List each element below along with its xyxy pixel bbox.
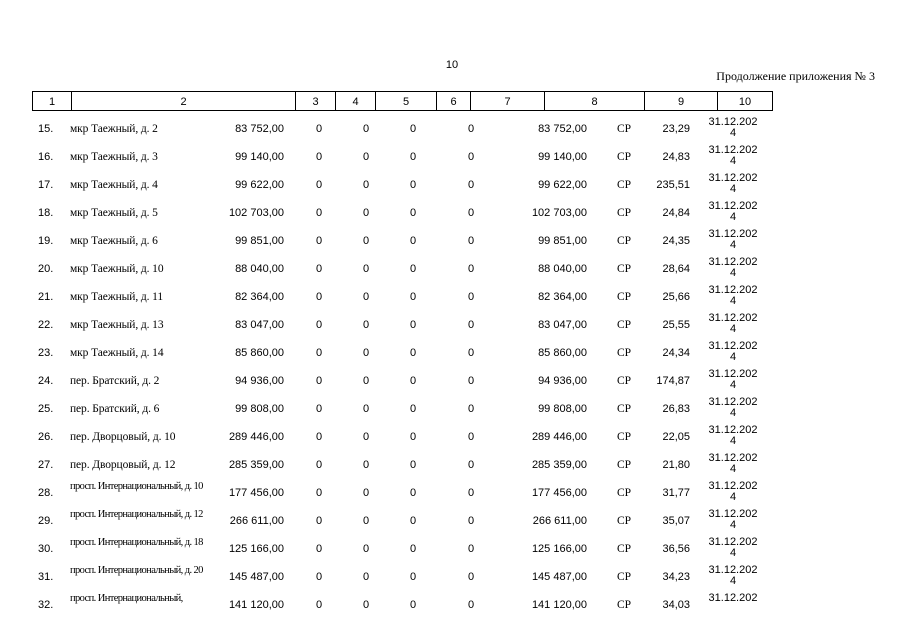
row-col-7: 0 <box>467 235 475 247</box>
table-row <box>0 592 905 620</box>
row-unit: СР <box>617 319 632 331</box>
row-number: 16. <box>38 151 54 163</box>
row-col-9: 34,03 <box>662 599 690 611</box>
table-row <box>0 452 905 480</box>
row-unit: СР <box>617 179 632 191</box>
row-date: 31.12.2024 <box>708 480 758 503</box>
row-unit: СР <box>617 487 632 499</box>
row-unit: СР <box>617 375 632 387</box>
row-address: пер. Дворцовый, д. 10 <box>70 431 176 443</box>
row-col-8: 289 446,00 <box>531 431 587 443</box>
row-col-6: 0 <box>409 123 417 135</box>
row-unit: СР <box>617 263 632 275</box>
row-number: 29. <box>38 515 54 527</box>
table-row <box>0 228 905 256</box>
row-col-8: 83 047,00 <box>538 319 587 331</box>
row-col-3: 99 140,00 <box>235 151 284 163</box>
row-col-9: 21,80 <box>662 459 690 471</box>
table-row <box>0 144 905 172</box>
row-col-7: 0 <box>467 319 475 331</box>
row-col-6: 0 <box>409 291 417 303</box>
row-address: мкр Таежный, д. 5 <box>70 207 158 219</box>
row-col-9: 23,29 <box>662 123 690 135</box>
row-col-4: 0 <box>315 263 323 275</box>
header-col-5: 5 <box>375 91 437 111</box>
row-date: 31.12.2024 <box>708 228 758 251</box>
table-row <box>0 536 905 564</box>
row-col-7: 0 <box>467 179 475 191</box>
row-col-8: 82 364,00 <box>538 291 587 303</box>
row-col-4: 0 <box>315 235 323 247</box>
row-col-6: 0 <box>409 375 417 387</box>
table-row <box>0 200 905 228</box>
row-col-3: 99 622,00 <box>235 179 284 191</box>
row-address: просп. Интернациональный, д. 20 <box>70 565 203 576</box>
row-number: 18. <box>38 207 54 219</box>
row-number: 20. <box>38 263 54 275</box>
row-col-5: 0 <box>362 487 370 499</box>
row-col-4: 0 <box>315 515 323 527</box>
row-unit: СР <box>617 291 632 303</box>
row-col-4: 0 <box>315 291 323 303</box>
row-col-6: 0 <box>409 459 417 471</box>
row-col-7: 0 <box>467 207 475 219</box>
row-col-5: 0 <box>362 319 370 331</box>
row-address: просп. Интернациональный, д. 10 <box>70 481 203 492</box>
row-col-8: 285 359,00 <box>531 459 587 471</box>
row-unit: СР <box>617 151 632 163</box>
row-col-3: 85 860,00 <box>235 347 284 359</box>
row-unit: СР <box>617 235 632 247</box>
row-col-7: 0 <box>467 459 475 471</box>
row-col-8: 99 808,00 <box>538 403 587 415</box>
row-col-6: 0 <box>409 179 417 191</box>
row-date: 31.12.2024 <box>708 536 758 559</box>
row-col-8: 99 622,00 <box>538 179 587 191</box>
row-unit: СР <box>617 347 632 359</box>
row-col-7: 0 <box>467 487 475 499</box>
row-col-4: 0 <box>315 375 323 387</box>
row-col-3: 145 487,00 <box>228 571 284 583</box>
row-col-3: 125 166,00 <box>228 543 284 555</box>
table-body <box>0 116 905 640</box>
table-row <box>0 508 905 536</box>
row-col-9: 24,83 <box>662 151 690 163</box>
row-col-9: 28,64 <box>662 263 690 275</box>
row-unit: СР <box>617 207 632 219</box>
table-row <box>0 256 905 284</box>
header-col-4: 4 <box>335 91 376 111</box>
row-col-3: 83 752,00 <box>235 123 284 135</box>
row-col-8: 266 611,00 <box>532 515 587 527</box>
row-col-3: 141 120,00 <box>228 599 284 611</box>
row-col-5: 0 <box>362 291 370 303</box>
row-col-7: 0 <box>467 431 475 443</box>
row-col-3: 102 703,00 <box>228 207 284 219</box>
table-row <box>0 284 905 312</box>
header-col-10: 10 <box>717 91 773 111</box>
row-date: 31.12.202 <box>708 592 758 604</box>
row-col-9: 174,87 <box>656 375 690 387</box>
row-col-7: 0 <box>467 263 475 275</box>
row-date: 31.12.2024 <box>708 424 758 447</box>
row-col-4: 0 <box>315 599 323 611</box>
row-address: пер. Дворцовый, д. 12 <box>70 459 176 471</box>
row-col-4: 0 <box>315 347 323 359</box>
row-address: просп. Интернациональный, <box>70 593 183 604</box>
row-address: мкр Таежный, д. 4 <box>70 179 158 191</box>
row-col-3: 99 808,00 <box>235 403 284 415</box>
row-col-6: 0 <box>409 319 417 331</box>
row-col-6: 0 <box>409 599 417 611</box>
row-col-9: 235,51 <box>656 179 690 191</box>
row-col-6: 0 <box>409 151 417 163</box>
row-col-4: 0 <box>315 403 323 415</box>
row-date: 31.12.2024 <box>708 172 758 195</box>
table-row <box>0 424 905 452</box>
header-col-7: 7 <box>470 91 545 111</box>
row-unit: СР <box>617 403 632 415</box>
row-date: 31.12.2024 <box>708 452 758 475</box>
row-col-7: 0 <box>467 403 475 415</box>
row-col-6: 0 <box>409 571 417 583</box>
row-col-7: 0 <box>467 375 475 387</box>
row-col-7: 0 <box>467 543 475 555</box>
row-col-5: 0 <box>362 123 370 135</box>
row-address: мкр Таежный, д. 14 <box>70 347 164 359</box>
row-address: мкр Таежный, д. 13 <box>70 319 164 331</box>
row-col-9: 24,84 <box>662 207 690 219</box>
row-col-6: 0 <box>409 487 417 499</box>
row-col-5: 0 <box>362 151 370 163</box>
row-number: 21. <box>38 291 54 303</box>
row-number: 22. <box>38 319 54 331</box>
page-number: 10 <box>445 59 459 71</box>
row-col-5: 0 <box>362 459 370 471</box>
row-col-7: 0 <box>467 123 475 135</box>
row-col-9: 22,05 <box>662 431 690 443</box>
header-col-1: 1 <box>32 91 72 111</box>
table-row <box>0 172 905 200</box>
row-address: просп. Интернациональный, д. 12 <box>70 509 203 520</box>
row-col-9: 36,56 <box>662 543 690 555</box>
row-number: 27. <box>38 459 54 471</box>
row-col-8: 94 936,00 <box>538 375 587 387</box>
row-number: 19. <box>38 235 54 247</box>
row-col-6: 0 <box>409 347 417 359</box>
row-col-7: 0 <box>467 151 475 163</box>
row-col-4: 0 <box>315 207 323 219</box>
row-col-5: 0 <box>362 403 370 415</box>
row-unit: СР <box>617 431 632 443</box>
header-col-8: 8 <box>544 91 645 111</box>
row-number: 17. <box>38 179 54 191</box>
row-col-6: 0 <box>409 431 417 443</box>
row-col-9: 24,34 <box>662 347 690 359</box>
row-col-3: 177 456,00 <box>228 487 284 499</box>
row-number: 28. <box>38 487 54 499</box>
row-address: просп. Интернациональный, д. 18 <box>70 537 203 548</box>
row-unit: СР <box>617 571 632 583</box>
row-col-8: 145 487,00 <box>531 571 587 583</box>
row-unit: СР <box>617 515 632 527</box>
header-col-6: 6 <box>436 91 471 111</box>
row-date: 31.12.2024 <box>708 256 758 279</box>
row-col-7: 0 <box>467 599 475 611</box>
row-col-9: 25,66 <box>662 291 690 303</box>
table-row <box>0 340 905 368</box>
header-col-3: 3 <box>295 91 336 111</box>
row-col-6: 0 <box>409 515 417 527</box>
row-col-5: 0 <box>362 431 370 443</box>
table-row <box>0 396 905 424</box>
row-number: 32. <box>38 599 54 611</box>
row-col-8: 177 456,00 <box>531 487 587 499</box>
row-col-9: 34,23 <box>662 571 690 583</box>
row-date: 31.12.2024 <box>708 396 758 419</box>
table-row <box>0 116 905 144</box>
row-address: мкр Таежный, д. 6 <box>70 235 158 247</box>
row-col-3: 289 446,00 <box>228 431 284 443</box>
row-col-8: 99 140,00 <box>538 151 587 163</box>
row-address: мкр Таежный, д. 10 <box>70 263 164 275</box>
row-address: мкр Таежный, д. 2 <box>70 123 158 135</box>
row-col-8: 102 703,00 <box>531 207 587 219</box>
table-header <box>32 91 773 112</box>
row-date: 31.12.2024 <box>708 200 758 223</box>
row-address: мкр Таежный, д. 3 <box>70 151 158 163</box>
row-col-9: 24,35 <box>662 235 690 247</box>
annex-title: Продолжение приложения № 3 <box>716 69 875 83</box>
row-col-9: 35,07 <box>662 515 690 527</box>
row-number: 26. <box>38 431 54 443</box>
row-col-5: 0 <box>362 375 370 387</box>
row-col-8: 83 752,00 <box>538 123 587 135</box>
row-unit: СР <box>617 543 632 555</box>
row-col-5: 0 <box>362 347 370 359</box>
row-col-5: 0 <box>362 543 370 555</box>
table-row <box>0 368 905 396</box>
table-row <box>0 312 905 340</box>
row-col-8: 85 860,00 <box>538 347 587 359</box>
row-unit: СР <box>617 123 632 135</box>
row-col-5: 0 <box>362 263 370 275</box>
row-col-8: 141 120,00 <box>531 599 587 611</box>
row-col-4: 0 <box>315 431 323 443</box>
row-col-6: 0 <box>409 263 417 275</box>
row-date: 31.12.2024 <box>708 284 758 307</box>
row-number: 31. <box>38 571 54 583</box>
row-col-8: 88 040,00 <box>538 263 587 275</box>
row-col-8: 125 166,00 <box>531 543 587 555</box>
row-col-8: 99 851,00 <box>538 235 587 247</box>
row-col-5: 0 <box>362 207 370 219</box>
row-date: 31.12.2024 <box>708 144 758 167</box>
row-address: пер. Братский, д. 2 <box>70 375 160 387</box>
header-col-9: 9 <box>644 91 718 111</box>
row-col-7: 0 <box>467 571 475 583</box>
row-col-4: 0 <box>315 151 323 163</box>
row-col-3: 82 364,00 <box>235 291 284 303</box>
row-col-5: 0 <box>362 235 370 247</box>
table-row <box>0 564 905 592</box>
row-number: 25. <box>38 403 54 415</box>
row-col-7: 0 <box>467 291 475 303</box>
row-col-4: 0 <box>315 459 323 471</box>
row-col-3: 285 359,00 <box>228 459 284 471</box>
row-col-4: 0 <box>315 571 323 583</box>
row-number: 30. <box>38 543 54 555</box>
row-col-3: 88 040,00 <box>235 263 284 275</box>
row-col-3: 94 936,00 <box>235 375 284 387</box>
row-date: 31.12.2024 <box>708 508 758 531</box>
row-date: 31.12.2024 <box>708 564 758 587</box>
row-col-5: 0 <box>362 599 370 611</box>
row-col-9: 31,77 <box>662 487 690 499</box>
row-address: пер. Братский, д. 6 <box>70 403 160 415</box>
row-col-6: 0 <box>409 235 417 247</box>
header-col-2: 2 <box>71 91 296 111</box>
row-col-7: 0 <box>467 347 475 359</box>
row-col-3: 83 047,00 <box>235 319 284 331</box>
row-date: 31.12.2024 <box>708 340 758 363</box>
row-address: мкр Таежный, д. 11 <box>70 291 164 303</box>
row-unit: СР <box>617 459 632 471</box>
row-col-6: 0 <box>409 207 417 219</box>
row-date: 31.12.2024 <box>708 368 758 391</box>
row-col-4: 0 <box>315 123 323 135</box>
row-col-4: 0 <box>315 487 323 499</box>
row-number: 15. <box>38 123 54 135</box>
row-col-7: 0 <box>467 515 475 527</box>
row-number: 24. <box>38 375 54 387</box>
row-col-4: 0 <box>315 319 323 331</box>
row-col-3: 266 611,00 <box>229 515 284 527</box>
row-col-6: 0 <box>409 403 417 415</box>
row-col-3: 99 851,00 <box>235 235 284 247</box>
row-col-4: 0 <box>315 543 323 555</box>
row-col-9: 26,83 <box>662 403 690 415</box>
row-date: 31.12.2024 <box>708 312 758 335</box>
row-col-5: 0 <box>362 515 370 527</box>
row-col-5: 0 <box>362 179 370 191</box>
table-row <box>0 480 905 508</box>
row-col-9: 25,55 <box>662 319 690 331</box>
row-col-4: 0 <box>315 179 323 191</box>
row-col-5: 0 <box>362 571 370 583</box>
row-date: 31.12.2024 <box>708 116 758 139</box>
row-unit: СР <box>617 599 632 611</box>
row-col-6: 0 <box>409 543 417 555</box>
row-number: 23. <box>38 347 54 359</box>
